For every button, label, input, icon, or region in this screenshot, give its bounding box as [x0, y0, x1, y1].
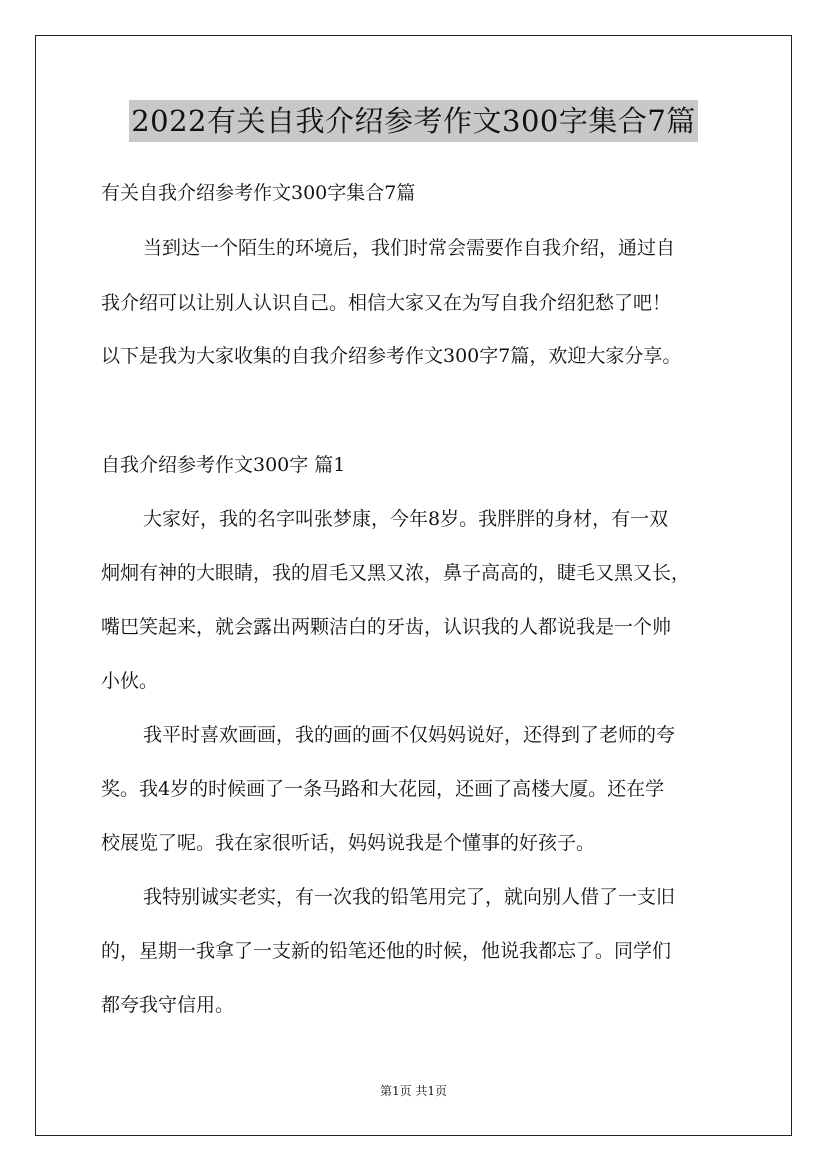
intro-line-3: 以下是我为大家收集的自我介绍参考作文300字7篇，欢迎大家分享。 — [101, 345, 682, 367]
intro-line-1: 当到达一个陌生的环境后，我们时常会需要作自我介绍，通过自 — [143, 237, 676, 259]
paragraph3-line-1: 我特别诚实老实，有一次我的铅笔用完了，就向别人借了一支旧 — [143, 886, 676, 908]
paragraph3-line-3: 都夸我守信用。 — [101, 994, 235, 1016]
paragraph2-line-3: 校展览了呢。我在家很听话，妈妈说我是个懂事的好孩子。 — [101, 832, 596, 854]
paragraph1-line-1: 大家好，我的名字叫张梦康，今年8岁。我胖胖的身材，有一双 — [143, 508, 669, 530]
section-heading: 自我介绍参考作文300字 篇1 — [101, 454, 346, 476]
intro-line-2: 我介绍可以让别人认识自己。相信大家又在为写自我介绍犯愁了吧！ — [101, 292, 672, 314]
paragraph1-line-4: 小伙。 — [101, 670, 159, 692]
paragraph2-line-1: 我平时喜欢画画，我的画的画不仅妈妈说好，还得到了老师的夸 — [143, 724, 676, 746]
subtitle: 有关自我介绍参考作文300字集合7篇 — [101, 182, 416, 204]
title-container — [0, 100, 827, 142]
paragraph1-line-3: 嘴巴笑起来，就会露出两颗洁白的牙齿，认识我的人都说我是一个帅 — [101, 616, 672, 638]
paragraph1-line-2: 炯炯有神的大眼睛，我的眉毛又黑又浓，鼻子高高的，睫毛又黑又长， — [101, 562, 691, 584]
page-footer: 第1页 共1页 — [379, 1084, 448, 1098]
paragraph2-line-2: 奖。我4岁的时候画了一条马路和大花园，还画了高楼大厦。还在学 — [101, 778, 665, 800]
document-title: 2022有关自我介绍参考作文300字集合7篇 — [129, 100, 698, 142]
paragraph3-line-2: 的，星期一我拿了一支新的铅笔还他的时候，他说我都忘了。同学们 — [101, 940, 672, 962]
